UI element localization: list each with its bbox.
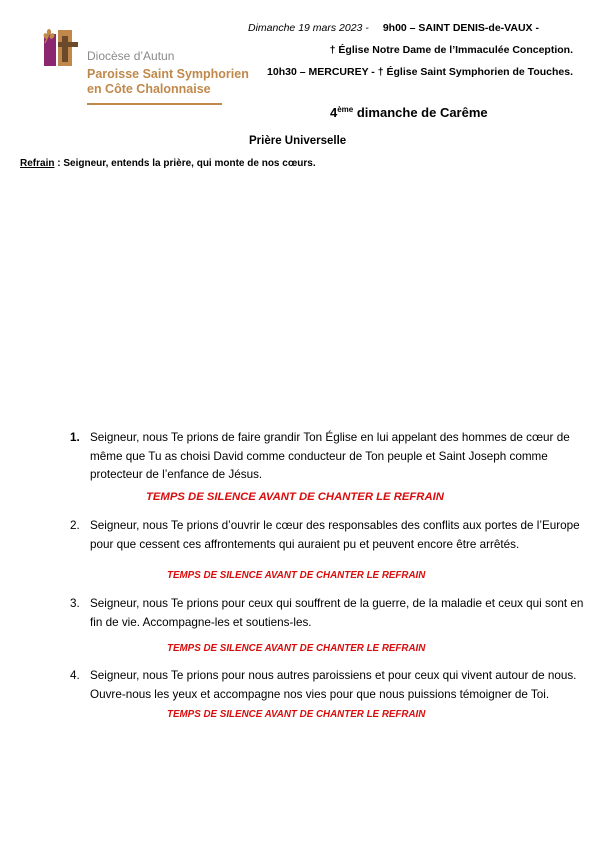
logo-parish-line2: en Côte Chalonnaise [87, 82, 211, 96]
intention-item [70, 517, 585, 554]
intention-item [70, 595, 585, 632]
silence-instruction: TEMPS DE SILENCE AVANT DE CHANTER LE REFRAIN [167, 643, 426, 654]
header-church1: † Église Notre Dame de l’Immaculée Conception. [329, 44, 573, 56]
header-mass2: 10h30 – MERCUREY - † Église Saint Symphorien de Touches. [267, 66, 573, 78]
intention-text: Seigneur, nous Te prions de faire grandir Ton Église en lui appelant des hommes de cœur de même que Tu as choisi David comme conducteur de Ton peuple et Saint Joseph comme protecteur de l’enfance de Jésus. [90, 431, 570, 481]
wheat-icon [42, 28, 56, 44]
header-mass1: 9h00 – SAINT DENIS-de-VAUX - [382, 22, 539, 34]
prayer-title: Prière Universelle [249, 135, 347, 147]
logo-diocese-text: Diocèse d’Autun [87, 49, 175, 63]
silence-instruction: TEMPS DE SILENCE AVANT DE CHANTER LE REFRAIN [167, 570, 426, 581]
logo-parish-line1: Paroisse Saint Symphorien [87, 67, 249, 81]
intention-text: Seigneur, nous Te prions pour nous autres paroissiens et pour ceux qui vivent autour de nous. Ouvre-nous les yeux et accompagne nos vies pour que nous puissions témoigner de Toi. [90, 669, 577, 701]
intention-text: Seigneur, nous Te prions d’ouvrir le cœur des responsables des conflits aux portes de l’Europe pour que cessent ces affrontements qui auraient pu et peuvent encore être arrêtés. [90, 519, 580, 551]
sunday-rest: dimanche de Carême [353, 105, 488, 120]
intention-item [70, 667, 585, 704]
silence-instruction: TEMPS DE SILENCE AVANT DE CHANTER LE REFRAIN [146, 491, 444, 503]
header-date: Dimanche 19 mars 2023 - [248, 22, 369, 34]
intention-number: 4. [70, 669, 80, 682]
intention-item [70, 429, 585, 485]
sunday-superscript: ème [337, 105, 354, 114]
refrain-line [20, 158, 316, 169]
intention-text: Seigneur, nous Te prions pour ceux qui souffrent de la guerre, de la maladie et ceux qui sont en fin de vie. Accompagne-les et soutiens-les. [90, 597, 584, 629]
parish-logo [42, 28, 249, 110]
intention-number: 3. [70, 597, 80, 610]
refrain-label: Refrain [20, 158, 55, 169]
header-date-line [248, 22, 539, 34]
sunday-title [0, 105, 595, 120]
intention-number: 2. [70, 519, 80, 532]
intention-number: 1. [70, 431, 80, 444]
refrain-text: : Seigneur, entends la prière, qui monte de nos cœurs. [54, 158, 316, 169]
silence-instruction: TEMPS DE SILENCE AVANT DE CHANTER LE REFRAIN [167, 709, 426, 720]
sunday-number: 4 [330, 105, 338, 120]
